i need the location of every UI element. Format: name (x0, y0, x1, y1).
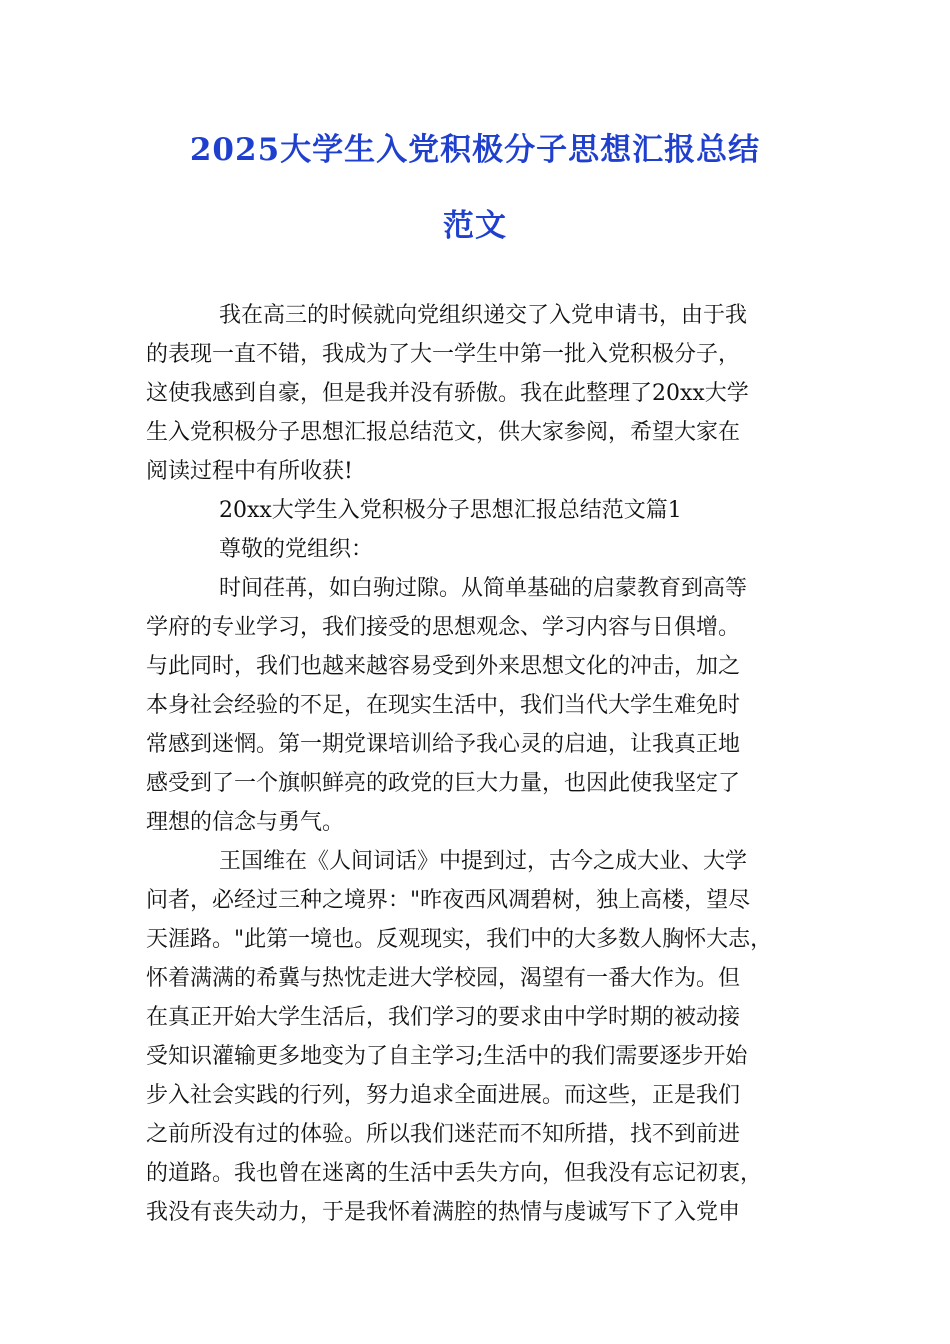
body-line: 生入党积极分子思想汇报总结范文，供大家参阅，希望大家在 (146, 420, 741, 445)
body-line: 我没有丧失动力，于是我怀着满腔的热情与虔诚写下了入党申 (146, 1200, 741, 1225)
body-line: 感受到了一个旗帜鲜亮的政党的巨大力量，也因此使我坚定了 (146, 771, 741, 796)
document-body (146, 296, 822, 1232)
body-line: 学府的专业学习，我们接受的思想观念、学习内容与日俱增。 (146, 615, 741, 640)
body-line: 的道路。我也曾在迷离的生活中丢失方向，但我没有忘记初衷， (146, 1161, 763, 1186)
body-line: 步入社会实践的行列，努力追求全面进展。而这些，正是我们 (146, 1083, 741, 1108)
body-line: 王国维在《人间词话》中提到过，古今之成大业、大学 (219, 849, 748, 874)
body-line: 与此同时，我们也越来越容易受到外来思想文化的冲击，加之 (146, 654, 741, 679)
body-line: 的表现一直不错，我成为了大一学生中第一批入党积极分子， (146, 342, 741, 367)
body-line: 天涯路。"此第一境也。反观现实，我们中的大多数人胸怀大志， (146, 927, 773, 952)
body-line: 20xx大学生入党积极分子思想汇报总结范文篇1 (219, 498, 682, 523)
body-line: 这使我感到自豪，但是我并没有骄傲。我在此整理了20xx大学 (146, 381, 749, 406)
body-line: 本身社会经验的不足，在现实生活中，我们当代大学生难免时 (146, 693, 741, 718)
body-line: 我在高三的时候就向党组织递交了入党申请书，由于我 (219, 303, 748, 328)
body-line: 问者，必经过三种之境界："昨夜西风凋碧树，独上高楼，望尽 (146, 888, 751, 913)
body-line: 怀着满满的希冀与热忱走进大学校园，渴望有一番大作为。但 (146, 966, 741, 991)
body-line: 理想的信念与勇气。 (146, 810, 345, 835)
body-line: 在真正开始大学生活后，我们学习的要求由中学时期的被动接 (146, 1005, 741, 1030)
body-line: 之前所没有过的体验。所以我们迷茫而不知所措，找不到前进 (146, 1122, 741, 1147)
body-line: 常感到迷惘。第一期党课培训给予我心灵的启迪，让我真正地 (146, 732, 741, 757)
body-line: 时间荏苒，如白驹过隙。从简单基础的启蒙教育到高等 (219, 576, 748, 601)
body-line: 尊敬的党组织： (219, 537, 374, 562)
document-title-line-2: 范文 (443, 208, 507, 244)
body-line: 受知识灌输更多地变为了自主学习;生活中的我们需要逐步开始 (146, 1044, 748, 1069)
document-title-line-1: 2025大学生入党积极分子思想汇报总结 (189, 132, 761, 168)
body-line: 阅读过程中有所收获! (146, 459, 353, 484)
